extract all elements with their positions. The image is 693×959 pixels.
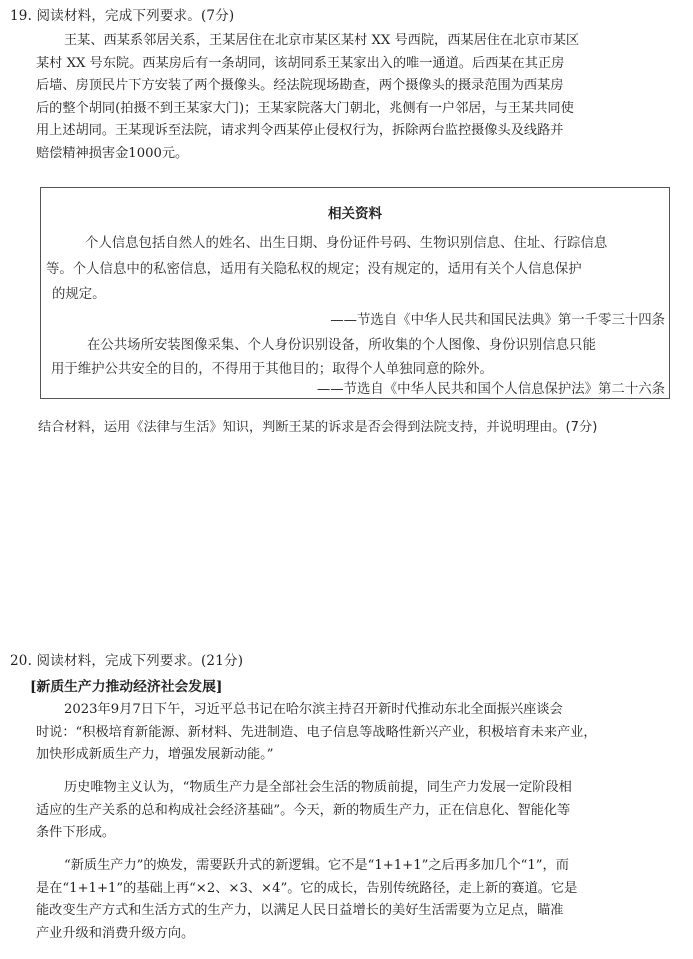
q19-material xyxy=(36,30,668,165)
q20-paragraph-line: “新质生产力”的焕发，需要跃升式的新逻辑。它不是“1+1+1”之后再多加几个“1”，而 xyxy=(64,858,569,873)
q20-paragraph-line: 能改变生产方式和生活方式的生产力，以满足人民日益增长的美好生活需要为立足点，瞄准 xyxy=(36,903,564,918)
q19-header: 19. 阅读材料，完成下列要求。(7分) xyxy=(10,8,235,24)
q20-paragraph-line: 2023年9月7日下午，习近平总书记在哈尔滨主持召开新时代推动东北全面振兴座谈会 xyxy=(64,702,563,717)
q20-paragraph-line: 是在“1+1+1”的基础上再“×2、×3、×4”。它的成长，告别传统路径，走上新的赛道。它是 xyxy=(36,880,578,896)
related-material-title: 相关资料 xyxy=(328,206,382,222)
related-material-box xyxy=(40,187,670,399)
related-material-line: 个人信息包括自然人的姓名、出生日期、身份证件号码、生物识别信息、住址、行踪信息 xyxy=(85,236,608,251)
q19-material-line: 后的整个胡同(拍摄不到王某家大门)；王某家院落大门朝北，兆侧有一户邻居，与王某共同使 xyxy=(36,100,574,116)
q20-section-title: [新质生产力推动经济社会发展] xyxy=(30,679,223,695)
q20-paragraph-line: 加快形成新质生产力，增强发展新动能。” xyxy=(36,747,274,762)
q19-material-line: 王某、西某系邻居关系，王某居住在北京市某区某村 XX 号西院，西某居住在北京市某区 xyxy=(64,33,580,48)
related-material-source: ——节选自《中华人民共和国个人信息保护法》第二十六条 xyxy=(316,382,665,397)
q20-paragraph-line: 条件下形成。 xyxy=(36,825,116,840)
q20-paragraph-line: 时说：“积极培育新能源、新材料、先进制造、电子信息等战略性新兴产业，积极培育未来产业， xyxy=(36,724,597,740)
q20-paragraph xyxy=(36,699,668,767)
q19-material-line: 用上述胡同。王某现诉至法院，请求判令西某停止侵权行为，拆除两台监控摄像头及线路并 xyxy=(36,123,564,138)
related-material-line: 用于维护公共安全的目的，不得用于其他目的；取得个人单独同意的除外。 xyxy=(51,362,493,377)
q20-paragraph xyxy=(36,777,668,845)
q20-header: 20. 阅读材料，完成下列要求。(21分) xyxy=(10,653,244,669)
q20-paragraph-line: 历史唯物主义认为，“物质生产力是全部社会生活的物质前提，同生产力发展一定阶段相 xyxy=(64,780,572,795)
related-material-line: 等。个人信息中的私密信息，适用有关隐私权的规定；没有规定的，适用有关个人信息保护 xyxy=(46,262,582,277)
related-material-source: ——节选自《中华人民共和国民法典》第一千零三十四条 xyxy=(330,313,665,328)
q19-question: 结合材料，运用《法律与生活》知识，判断王某的诉求是否会得到法院支持，并说明理由。(7分) xyxy=(38,420,598,435)
q20-paragraph-line: 产业升级和消费升级方向。 xyxy=(36,925,195,941)
q20-paragraph xyxy=(36,855,668,945)
q19-material-line: 后墙、房顶民片下方安装了两个摄像头。经法院现场勘查，两个摄像头的摄录范围为西某房 xyxy=(36,78,564,93)
q19-material-line: 某村 XX 号东院。西某房后有一条胡同，该胡同系王某家出入的唯一通道。后西某在其正房 xyxy=(36,55,565,71)
q20-paragraph-line: 适应的生产关系的总和构成社会经济基础”。今天，新的物质生产力，正在信息化、智能化等 xyxy=(36,802,571,818)
related-material-line: 在公共场所安装图像采集、个人身份识别设备，所收集的个人图像、身份识别信息只能 xyxy=(87,338,596,353)
related-material-line: 的规定。 xyxy=(52,287,106,302)
q19-material-line: 赔偿精神损害金1000元。 xyxy=(36,145,189,161)
